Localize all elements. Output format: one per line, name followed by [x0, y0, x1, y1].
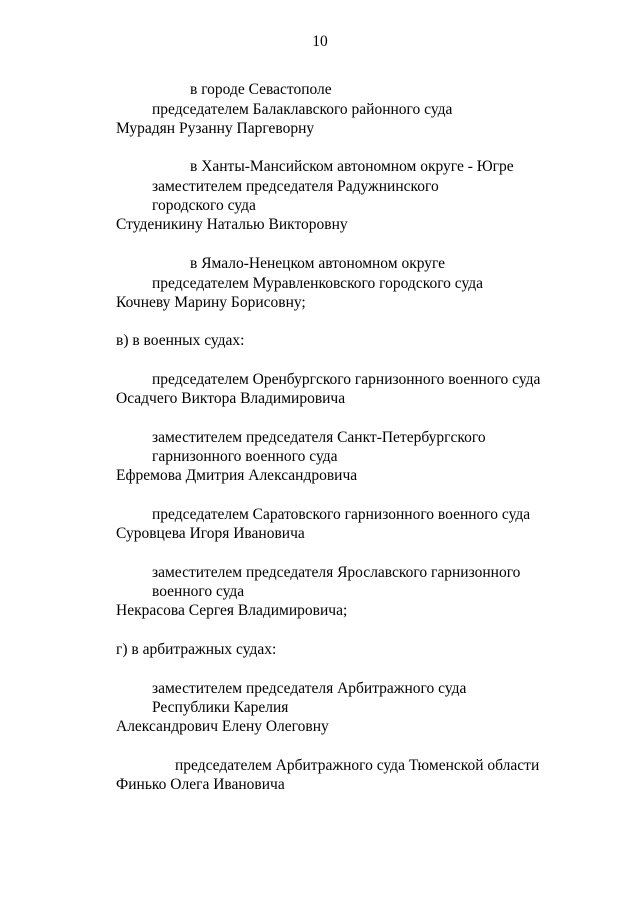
- appointment-position: председателем Саратовского гарнизонного военного суда: [152, 506, 531, 523]
- section-heading-military-courts: в) в военных судах:: [116, 332, 245, 349]
- appointee-name: Ефремова Дмитрия Александровича: [116, 467, 358, 484]
- appointment-position: председателем Муравленковского городского суда: [152, 275, 484, 292]
- appointee-name: Осадчего Виктора Владимировича: [116, 390, 346, 407]
- appointee-name: Мурадян Рузанну Паргеворну: [116, 120, 315, 137]
- appointment-position: заместителем председателя Ярославского гарнизонного: [152, 564, 521, 581]
- appointment-position-continued: военного суда: [152, 583, 245, 600]
- appointee-name: Кочневу Марину Борисовну;: [116, 294, 306, 311]
- appointee-name: Александрович Елену Олеговну: [116, 718, 329, 735]
- appointment-position-continued: городского суда: [152, 197, 256, 214]
- page-number: 10: [312, 33, 328, 50]
- appointee-name: Некрасова Сергея Владимировича;: [116, 602, 348, 619]
- appointment-position: заместителем председателя Арбитражного суда: [152, 680, 467, 697]
- appointment-position: заместителем председателя Радужнинского: [152, 178, 439, 195]
- appointment-position-continued: Республики Карелия: [152, 699, 289, 716]
- appointment-position-continued: гарнизонного военного суда: [152, 448, 338, 465]
- appointment-position: председателем Арбитражного суда Тюменской области: [175, 757, 540, 774]
- appointee-name: Суровцева Игоря Ивановича: [116, 525, 305, 542]
- appointment-position: заместителем председателя Санкт-Петербургского: [152, 429, 486, 446]
- region-heading-sevastopol: в городе Севастополе: [190, 81, 332, 98]
- region-heading-khanty-mansi: в Ханты-Мансийском автономном округе - Югре: [190, 158, 514, 175]
- region-heading-yamalo-nenets: в Ямало-Ненецком автономном округе: [190, 255, 446, 272]
- appointee-name: Финько Олега Ивановича: [116, 776, 285, 793]
- appointment-position: председателем Оренбургского гарнизонного военного суда: [152, 371, 541, 388]
- appointment-position: председателем Балаклавского районного суда: [152, 101, 453, 118]
- section-heading-arbitration-courts: г) в арбитражных судах:: [116, 641, 277, 658]
- appointee-name: Студеникину Наталью Викторовну: [116, 216, 348, 233]
